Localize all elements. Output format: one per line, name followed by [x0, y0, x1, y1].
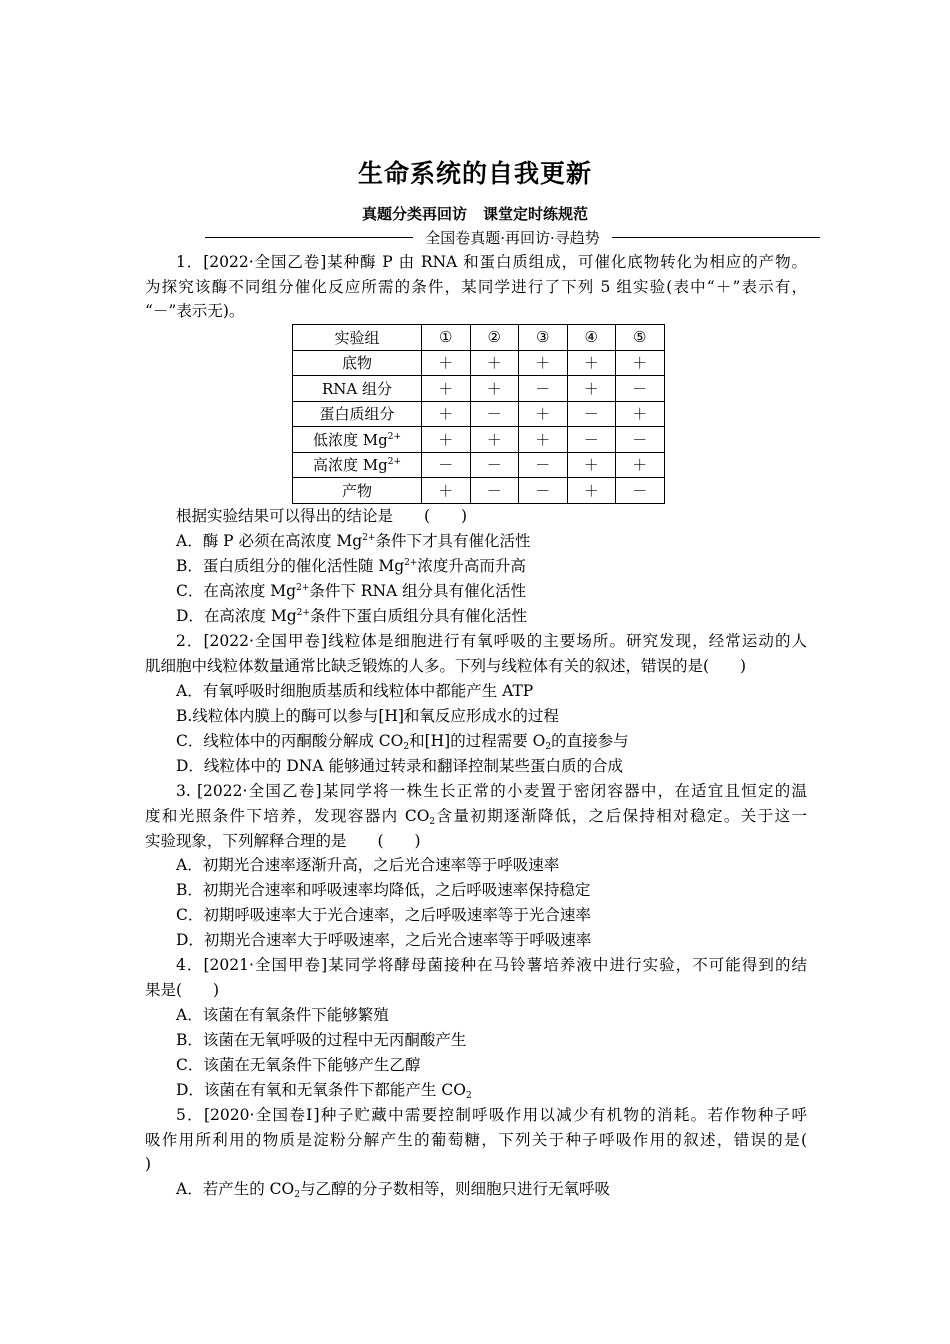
table-cell: ＋	[616, 452, 665, 478]
row-label-text: 低浓度 Mg	[312, 430, 388, 449]
subscript: 2	[429, 817, 436, 827]
table-header-cell: ④	[567, 325, 616, 351]
table-header-cell: ⑤	[616, 325, 665, 351]
option-text: 与乙醇的分子数相等，则细胞只进行无氧呼吸	[299, 1180, 610, 1198]
q3-stem-line-3: 实验现象，下列解释合理的是 ( )	[145, 832, 421, 850]
table-cell: ＋	[470, 427, 519, 453]
table-cell: ＋	[470, 350, 519, 376]
option-text: D．在高浓度 Mg	[176, 607, 297, 625]
q1-option-c	[176, 579, 807, 604]
table-cell: ＋	[616, 401, 665, 427]
table-cell: －	[422, 452, 471, 478]
option-text: C．线粒体中的丙酮酸分解成 CO	[176, 732, 404, 750]
q3-option-d: D．初期光合速率大于呼吸速率，之后光合速率等于呼吸速率	[176, 931, 592, 949]
charge-sup: 2+	[387, 431, 401, 442]
q4-option-d	[176, 1078, 807, 1103]
q1-stem-line-3: “－”表示无)。	[145, 302, 245, 320]
row-label: 底物	[293, 350, 422, 376]
table-row	[293, 350, 665, 376]
table-row	[293, 478, 665, 504]
option-text: C．在高浓度 Mg	[176, 582, 297, 600]
table-cell: ＋	[567, 452, 616, 478]
q2-option-c	[176, 729, 807, 754]
option-text: 浓度升高而升高	[417, 557, 526, 575]
table-cell: ＋	[616, 350, 665, 376]
table-row	[293, 376, 665, 402]
subtitle-left: 真题分类再回访	[361, 205, 467, 223]
q4-option-c: C．该菌在无氧条件下能够产生乙醇	[176, 1056, 421, 1074]
q1-option-a	[176, 529, 807, 554]
table-cell: ＋	[519, 427, 568, 453]
table-header-row	[293, 325, 665, 351]
table-cell: －	[519, 478, 568, 504]
charge-sup: 2+	[387, 457, 401, 468]
row-label	[293, 427, 422, 453]
table-cell: ＋	[422, 376, 471, 402]
table-cell: ＋	[422, 401, 471, 427]
q3-stem-line-2	[145, 804, 807, 829]
table-row	[293, 452, 665, 478]
charge-sup: 2+	[404, 558, 418, 568]
q3-option-b: B．初期光合速率和呼吸速率均降低，之后呼吸速率保持稳定	[176, 881, 591, 899]
table-header-cell: 实验组	[293, 325, 422, 351]
option-text: 和[H]的过程需要 O	[409, 732, 546, 750]
section-label: 全国卷真题·再回访·寻趋势	[425, 228, 600, 247]
table-cell: －	[470, 478, 519, 504]
table-header-cell: ②	[470, 325, 519, 351]
table-cell: ＋	[567, 376, 616, 402]
table-cell: ＋	[422, 350, 471, 376]
divider-rule-right	[612, 237, 820, 238]
table-header-cell: ①	[422, 325, 471, 351]
stem-text: 含量初期逐渐降低，之后保持相对稳定。关于这一	[435, 807, 807, 825]
q4-option-b: B．该菌在无氧呼吸的过程中无丙酮酸产生	[176, 1031, 467, 1049]
q3-option-a: A．初期光合速率逐渐升高，之后光合速率等于呼吸速率	[176, 856, 560, 874]
option-text: A．酶 P 必须在高浓度 Mg	[176, 532, 363, 550]
stem-text: 度和光照条件下培养，发现容器内 CO	[145, 807, 430, 825]
q2-stem-line-2: 肌细胞中线粒体数量通常比缺乏锻炼的人多。下列与线粒体有关的叙述，错误的是( )	[145, 657, 747, 675]
table-row	[293, 427, 665, 453]
table-cell: －	[470, 452, 519, 478]
option-text: 条件下才具有催化活性	[375, 532, 531, 550]
q1-stem-line-1: 1．[2022·全国乙卷]某种酶 P 由 RNA 和蛋白质组成，可催化底物转化为相应的产物。	[176, 253, 807, 271]
q1-option-b	[176, 554, 807, 579]
q3-option-c: C．初期呼吸速率大于光合速率，之后呼吸速率等于光合速率	[176, 906, 591, 924]
table-cell: －	[567, 401, 616, 427]
subscript: 2	[465, 1091, 472, 1101]
subscript: 2	[403, 742, 410, 752]
q4-stem-line-2: 果是( )	[145, 981, 220, 999]
option-text: B．蛋白质组分的催化活性随 Mg	[176, 557, 405, 575]
divider-rule-left	[205, 237, 413, 238]
option-text: 的直接参与	[551, 732, 629, 750]
charge-sup: 2+	[296, 583, 310, 593]
option-text: D．该菌在有氧和无氧条件下都能产生 CO	[176, 1081, 466, 1099]
experiment-table	[292, 324, 665, 504]
table-cell: －	[616, 427, 665, 453]
q5-option-a	[176, 1177, 807, 1202]
section-divider	[205, 227, 820, 247]
q3-stem-line-1: 3. [2022·全国乙卷]某同学将一株生长正常的小麦置于密闭容器中，在适宜且恒定的温	[176, 782, 807, 800]
q2-option-a: A．有氧呼吸时细胞质基质和线粒体中都能产生 ATP	[176, 682, 534, 700]
subtitle	[0, 203, 950, 224]
row-label-text: 高浓度 Mg	[312, 456, 388, 475]
subscript: 2	[545, 742, 552, 752]
q2-option-d: D．线粒体中的 DNA 能够通过转录和翻译控制某些蛋白质的合成	[176, 757, 623, 775]
q2-option-b: B.线粒体内膜上的酶可以参与[H]和氧反应形成水的过程	[176, 707, 559, 725]
subscript: 2	[294, 1190, 300, 1200]
table-cell: ＋	[422, 427, 471, 453]
row-label: 蛋白质组分	[293, 401, 422, 427]
q4-option-a: A．该菌在有氧条件下能够繁殖	[176, 1006, 389, 1024]
table-cell: －	[519, 452, 568, 478]
option-text: 条件下蛋白质组分具有催化活性	[309, 607, 527, 625]
table-cell: －	[616, 478, 665, 504]
table-row	[293, 401, 665, 427]
q4-stem-line-1: 4．[2021·全国甲卷]某同学将酵母菌接种在马铃薯培养液中进行实验，不可能得到的结	[176, 956, 807, 974]
table-cell: ＋	[422, 478, 471, 504]
table-cell: －	[616, 376, 665, 402]
q2-stem-line-1: 2．[2022·全国甲卷]线粒体是细胞进行有氧呼吸的主要场所。研究发现，经常运动的人	[176, 632, 807, 650]
table-cell: ＋	[519, 401, 568, 427]
charge-sup: 2+	[296, 608, 310, 618]
row-label: 产物	[293, 478, 422, 504]
q1-stem-line-2: 为探究该酶不同组分催化反应所需的条件，某同学进行了下列 5 组实验(表中“＋”表示有，	[145, 278, 807, 296]
table-cell: ＋	[519, 350, 568, 376]
row-label: RNA 组分	[293, 376, 422, 402]
charge-sup: 2+	[362, 533, 376, 543]
table-cell: －	[470, 401, 519, 427]
q5-stem-line-2: 吸作用所利用的物质是淀粉分解产生的葡萄糖，下列关于种子呼吸作用的叙述，错误的是(	[145, 1131, 807, 1149]
q5-stem-line-3: )	[145, 1155, 152, 1173]
q1-option-d	[176, 604, 807, 629]
option-text: 条件下 RNA 组分具有催化活性	[309, 582, 527, 600]
q1-question: 根据实验结果可以得出的结论是 ( )	[176, 507, 468, 525]
table-cell: －	[519, 376, 568, 402]
table-cell: ＋	[567, 478, 616, 504]
option-text: A．若产生的 CO	[176, 1180, 295, 1198]
table-cell: ＋	[470, 376, 519, 402]
subtitle-right: 课堂定时练规范	[483, 205, 589, 223]
q5-stem-line-1: 5．[2020·全国卷Ⅰ]种子贮藏中需要控制呼吸作用以减少有机物的消耗。若作物种子呼	[176, 1106, 807, 1124]
table-cell: －	[567, 427, 616, 453]
table-cell: ＋	[567, 350, 616, 376]
page-title: 生命系统的自我更新	[357, 159, 592, 188]
row-label	[293, 452, 422, 478]
table-header-cell: ③	[519, 325, 568, 351]
